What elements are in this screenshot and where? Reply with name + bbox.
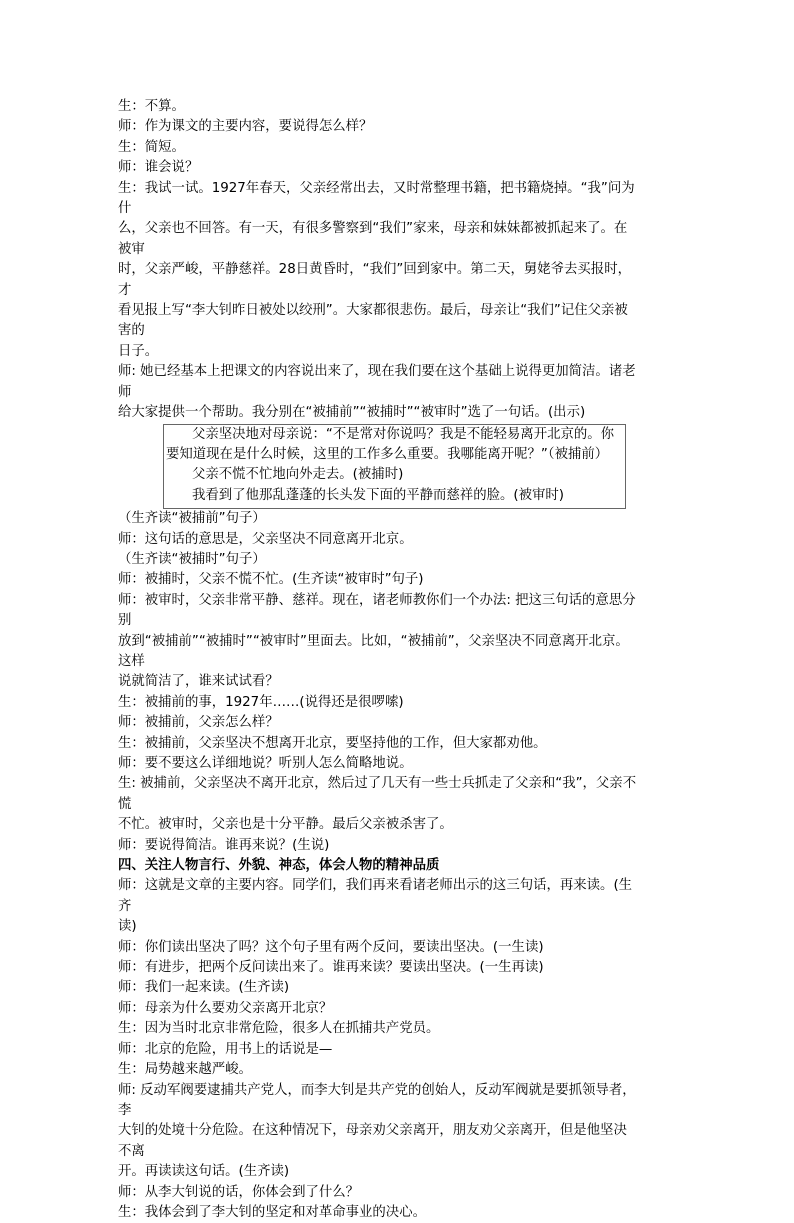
text-line: 给大家提供一个帮助。我分别在“被捕前”“被捕时”“被审时”选了一句话。(出示)	[118, 405, 586, 421]
text-line: 生：我试一试。1927年春天，父亲经常出去，又时常整理书籍，把书籍烧掉。“我”问为什	[118, 180, 635, 217]
text-line: 说就简洁了，谁来试试看？	[118, 674, 279, 690]
text-line: 么，父亲也不回答。有一天，有很多警察到“我们”家来，母亲和妹妹都被抓起来了。在被审	[118, 221, 628, 257]
text-line: 看见报上写“李大钊昨日被处以绞刑”。大家都很悲伤。最后，母亲让“我们”记住父亲被害的	[118, 303, 628, 339]
text-line: 生：不算。	[118, 99, 185, 114]
quote-line: 父亲不慌不忙地向外走去。(被捕时)	[192, 467, 404, 483]
text-line: 师：作为课文的主要内容，要说得怎么样？	[118, 119, 373, 135]
quote-line: 要知道现在是什么时候，这里的工作多么重要。我哪能离开呢？”（被捕前）	[166, 446, 609, 462]
text-line: 生: 被捕前，父亲坚决不离开北京，然后过了几天有一些士兵抓走了父亲和“我”，父亲不慌	[118, 776, 637, 812]
text-line: 师：有进步，把两个反问读出来了。谁再来读？要读出坚决。(一生再读)	[118, 960, 544, 976]
text-line: 生：因为当时北京非常危险，很多人在抓捕共产党员。	[118, 1021, 440, 1037]
text-line: 师：这就是文章的主要内容。同学们，我们再来看诸老师出示的这三句话，再来读。(生齐	[118, 878, 633, 914]
dialogue-block-1	[118, 97, 640, 424]
text-line: 不忙。被审时，父亲也是十分平静。最后父亲被杀害了。	[118, 817, 453, 833]
dialogue-block-2	[118, 509, 640, 856]
text-line: 师：被捕前，父亲怎么样？	[118, 715, 279, 731]
text-line: 师：要说得简洁。谁再来说？(生说)	[118, 837, 330, 853]
text-line: 师: 反动军阀要逮捕共产党人，而李大钊是共产党的创始人，反动军阀就是要抓领导者，李	[118, 1082, 636, 1118]
text-line: 师：被捕时，父亲不慌不忙。(生齐读“被审时”句子)	[118, 572, 424, 588]
text-line: 读)	[118, 919, 137, 935]
section-heading: 四、关注人物言行、外貌、神态，体会人物的精神品质	[118, 858, 440, 874]
text-line: 师：被审时，父亲非常平静、慈祥。现在，诸老师教你们一个办法: 把这三句话的意思分别	[118, 592, 636, 629]
text-line: 大钊的处境十分危险。在这种情况下，母亲劝父亲离开，朋友劝父亲离开，但是他坚决不离	[118, 1123, 627, 1159]
document-page	[118, 97, 640, 1223]
text-line: （生齐读“被捕前”句子）	[118, 511, 266, 527]
text-line: 师：谁会说？	[118, 160, 199, 176]
text-line: （生齐读“被捕时”句子）	[118, 551, 266, 567]
text-line: 日子。	[118, 343, 159, 359]
text-line: 师：我们一起来读。(生齐读)	[118, 980, 290, 996]
text-line: 师：你们读出坚决了吗？这个句子里有两个反问，要读出坚决。(一生读)	[118, 939, 544, 955]
quote-line: 我看到了他那乱蓬蓬的长头发下面的平静而慈祥的脸。(被审时)	[192, 487, 564, 503]
quote-line: 父亲坚决地对母亲说：“不是常对你说吗？我是不能轻易离开北京的。你	[192, 426, 615, 442]
text-line: 生：我体会到了李大钊的坚定和对革命事业的决心。	[118, 1204, 426, 1220]
text-line: 师：这句话的意思是，父亲坚决不同意离开北京。	[118, 531, 413, 547]
text-line: 生：局势越来越严峻。	[118, 1062, 252, 1078]
quote-box	[163, 424, 626, 510]
text-line: 放到“被捕前”“被捕时”“被审时”里面去。比如，“被捕前”，父亲坚决不同意离开北京。这样	[118, 633, 629, 669]
text-line: 开。再读读这句话。(生齐读)	[118, 1164, 290, 1180]
text-line: 师：母亲为什么要劝父亲离开北京？	[118, 1000, 333, 1016]
text-line: 师：要不要这么详细地说？听别人怎么简略地说。	[118, 756, 413, 771]
dialogue-block-3	[118, 876, 640, 1223]
text-line: 生：简短。	[118, 139, 185, 155]
text-line: 师: 她已经基本上把课文的内容说出来了，现在我们要在这个基础上说得更加简洁。诸老师	[118, 364, 636, 400]
text-line: 师：从李大钊说的话，你体会到了什么？	[118, 1184, 360, 1200]
text-line: 时，父亲严峻，平静慈祥。28日黄昏时，“我们”回到家中。第二天，舅姥爷去买报时，才	[118, 262, 631, 298]
text-line: 师：北京的危险，用书上的话说是—	[118, 1041, 333, 1057]
text-line: 生：被捕前，父亲坚决不想离开北京，要坚持他的工作，但大家都劝他。	[118, 735, 547, 751]
text-line: 生：被捕前的事，1927年……(说得还是很啰嗦)	[118, 694, 404, 710]
